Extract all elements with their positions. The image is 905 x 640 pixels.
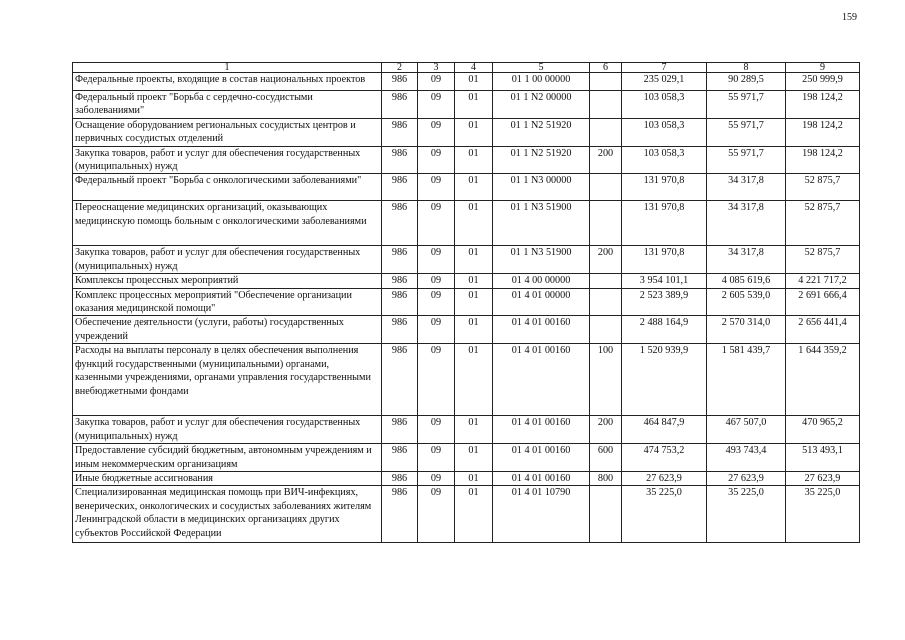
subsection-code: 01 [455,174,493,201]
amount-year-1: 103 058,3 [622,91,707,119]
amount-year-3: 35 225,0 [786,486,860,543]
amount-year-3: 198 124,2 [786,118,860,146]
section-code: 09 [418,416,455,444]
table-row [73,274,860,288]
ministry-code: 986 [382,444,418,472]
table-row [73,246,860,274]
column-header: 4 [455,63,493,73]
row-description: Оснащение оборудованием региональных сосудистых центров и первичных сосудистых отделений [73,118,382,146]
target-article-code: 01 4 01 00160 [493,344,590,416]
row-description: Закупка товаров, работ и услуг для обеспечения государственных (муниципальных) нужд [73,246,382,274]
ministry-code: 986 [382,416,418,444]
column-header: 7 [622,63,707,73]
amount-year-3: 198 124,2 [786,91,860,119]
amount-year-2: 2 570 314,0 [707,316,786,344]
amount-year-1: 131 970,8 [622,201,707,246]
amount-year-3: 52 875,7 [786,174,860,201]
subsection-code: 01 [455,416,493,444]
amount-year-1: 131 970,8 [622,246,707,274]
row-description: Предоставление субсидий бюджетным, автономным учреждениям и иным некоммерческим организациям [73,444,382,472]
amount-year-2: 467 507,0 [707,416,786,444]
amount-year-1: 103 058,3 [622,118,707,146]
table-row [73,118,860,146]
subsection-code: 01 [455,118,493,146]
amount-year-3: 52 875,7 [786,201,860,246]
header-row [73,63,860,73]
amount-year-1: 103 058,3 [622,146,707,174]
target-article-code: 01 1 N2 51920 [493,146,590,174]
target-article-code: 01 4 01 00160 [493,471,590,485]
amount-year-1: 464 847,9 [622,416,707,444]
table-row [73,146,860,174]
target-article-code: 01 1 N3 51900 [493,246,590,274]
subsection-code: 01 [455,91,493,119]
amount-year-2: 90 289,5 [707,73,786,91]
column-header: 3 [418,63,455,73]
column-header: 8 [707,63,786,73]
table-row [73,471,860,485]
subsection-code: 01 [455,444,493,472]
ministry-code: 986 [382,471,418,485]
subsection-code: 01 [455,274,493,288]
row-description: Комплекс процессных мероприятий "Обеспечение организации оказания медицинской помощи" [73,288,382,316]
expense-type-code [590,91,622,119]
amount-year-3: 4 221 717,2 [786,274,860,288]
expense-type-code: 200 [590,246,622,274]
ministry-code: 986 [382,118,418,146]
ministry-code: 986 [382,344,418,416]
amount-year-3: 198 124,2 [786,146,860,174]
section-code: 09 [418,146,455,174]
amount-year-2: 34 317,8 [707,246,786,274]
subsection-code: 01 [455,246,493,274]
table-row [73,91,860,119]
amount-year-2: 2 605 539,0 [707,288,786,316]
table-row [73,201,860,246]
amount-year-2: 34 317,8 [707,201,786,246]
row-description: Комплексы процессных мероприятий [73,274,382,288]
expense-type-code [590,118,622,146]
target-article-code: 01 1 N3 00000 [493,174,590,201]
column-header: 6 [590,63,622,73]
expense-type-code [590,288,622,316]
subsection-code: 01 [455,344,493,416]
target-article-code: 01 4 00 00000 [493,274,590,288]
section-code: 09 [418,471,455,485]
amount-year-3: 2 656 441,4 [786,316,860,344]
table-row [73,344,860,416]
column-header: 2 [382,63,418,73]
amount-year-3: 250 999,9 [786,73,860,91]
page-number: 159 [842,12,857,23]
amount-year-3: 1 644 359,2 [786,344,860,416]
target-article-code: 01 1 N3 51900 [493,201,590,246]
ministry-code: 986 [382,288,418,316]
row-description: Расходы на выплаты персоналу в целях обеспечения выполнения функций государственными (муниципальными) органами, казенными учреждениями, органами управления государственными внебюджетными фондами [73,344,382,416]
row-description: Федеральные проекты, входящие в состав национальных проектов [73,73,382,91]
expense-type-code: 800 [590,471,622,485]
section-code: 09 [418,486,455,543]
amount-year-2: 493 743,4 [707,444,786,472]
target-article-code: 01 1 N2 00000 [493,91,590,119]
column-header: 9 [786,63,860,73]
ministry-code: 986 [382,91,418,119]
amount-year-1: 35 225,0 [622,486,707,543]
target-article-code: 01 1 N2 51920 [493,118,590,146]
target-article-code: 01 4 01 00160 [493,416,590,444]
subsection-code: 01 [455,471,493,485]
amount-year-1: 1 520 939,9 [622,344,707,416]
expense-type-code [590,174,622,201]
amount-year-3: 470 965,2 [786,416,860,444]
ministry-code: 986 [382,174,418,201]
amount-year-2: 4 085 619,6 [707,274,786,288]
ministry-code: 986 [382,73,418,91]
table-row [73,316,860,344]
subsection-code: 01 [455,486,493,543]
amount-year-1: 235 029,1 [622,73,707,91]
target-article-code: 01 4 01 00160 [493,316,590,344]
target-article-code: 01 4 01 00160 [493,444,590,472]
row-description: Обеспечение деятельности (услуги, работы) государственных учреждений [73,316,382,344]
expense-type-code: 200 [590,416,622,444]
expense-type-code [590,73,622,91]
amount-year-3: 2 691 666,4 [786,288,860,316]
table-row [73,416,860,444]
target-article-code: 01 1 00 00000 [493,73,590,91]
row-description: Закупка товаров, работ и услуг для обеспечения государственных (муниципальных) нужд [73,146,382,174]
row-description: Федеральный проект "Борьба с онкологическими заболеваниями" [73,174,382,201]
amount-year-3: 27 623,9 [786,471,860,485]
subsection-code: 01 [455,288,493,316]
ministry-code: 986 [382,201,418,246]
amount-year-2: 35 225,0 [707,486,786,543]
expense-type-code: 200 [590,146,622,174]
section-code: 09 [418,118,455,146]
amount-year-1: 2 488 164,9 [622,316,707,344]
amount-year-1: 2 523 389,9 [622,288,707,316]
expense-type-code: 600 [590,444,622,472]
amount-year-1: 131 970,8 [622,174,707,201]
ministry-code: 986 [382,316,418,344]
subsection-code: 01 [455,201,493,246]
row-description: Закупка товаров, работ и услуг для обеспечения государственных (муниципальных) нужд [73,416,382,444]
column-header: 1 [73,63,382,73]
amount-year-2: 1 581 439,7 [707,344,786,416]
expense-type-code [590,316,622,344]
subsection-code: 01 [455,316,493,344]
subsection-code: 01 [455,146,493,174]
expense-type-code [590,486,622,543]
amount-year-1: 3 954 101,1 [622,274,707,288]
expense-type-code [590,201,622,246]
budget-table [72,62,860,543]
section-code: 09 [418,201,455,246]
amount-year-2: 55 971,7 [707,118,786,146]
amount-year-3: 52 875,7 [786,246,860,274]
section-code: 09 [418,274,455,288]
row-description: Иные бюджетные ассигнования [73,471,382,485]
section-code: 09 [418,246,455,274]
ministry-code: 986 [382,246,418,274]
row-description: Переоснащение медицинских организаций, оказывающих медицинскую помощь больным с онкологическими заболеваниями [73,201,382,246]
amount-year-2: 34 317,8 [707,174,786,201]
section-code: 09 [418,288,455,316]
table-row [73,73,860,91]
amount-year-3: 513 493,1 [786,444,860,472]
section-code: 09 [418,91,455,119]
section-code: 09 [418,316,455,344]
table-row [73,486,860,543]
table-row [73,444,860,472]
amount-year-1: 27 623,9 [622,471,707,485]
amount-year-2: 55 971,7 [707,146,786,174]
section-code: 09 [418,444,455,472]
section-code: 09 [418,344,455,416]
ministry-code: 986 [382,486,418,543]
column-header: 5 [493,63,590,73]
section-code: 09 [418,73,455,91]
amount-year-2: 55 971,7 [707,91,786,119]
row-description: Специализированная медицинская помощь при ВИЧ-инфекциях, венерических, онкологических и сосудистых заболеваниях жителям Ленинградской области в медицинских организациях других субъектов Российской Федерации [73,486,382,543]
amount-year-1: 474 753,2 [622,444,707,472]
row-description: Федеральный проект "Борьба с сердечно-сосудистыми заболеваниями" [73,91,382,119]
expense-type-code [590,274,622,288]
section-code: 09 [418,174,455,201]
target-article-code: 01 4 01 10790 [493,486,590,543]
subsection-code: 01 [455,73,493,91]
target-article-code: 01 4 01 00000 [493,288,590,316]
expense-type-code: 100 [590,344,622,416]
table-row [73,174,860,201]
ministry-code: 986 [382,146,418,174]
table-row [73,288,860,316]
amount-year-2: 27 623,9 [707,471,786,485]
ministry-code: 986 [382,274,418,288]
